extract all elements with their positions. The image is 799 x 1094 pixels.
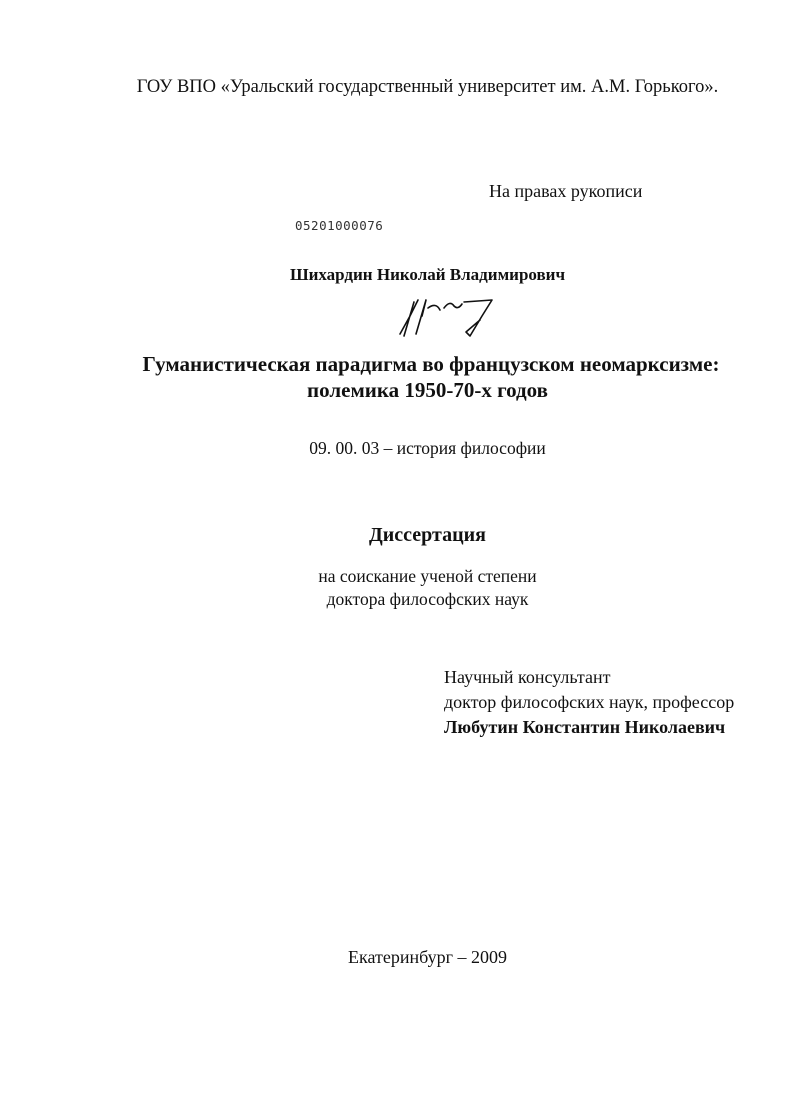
specialty: 09. 00. 03 – история философии (309, 438, 546, 458)
document-type: Диссертация (369, 524, 486, 546)
degree-line-1: на соискание ученой степени (318, 566, 537, 586)
rights-notice: На правах рукописи (489, 181, 643, 201)
dissertation-title-line-1: Гуманистическая парадигма во французском неомарксизме: (142, 352, 720, 376)
degree-line-2: доктора философских наук (326, 589, 529, 609)
author-signature (392, 296, 502, 341)
place-and-year: Екатеринбург – 2009 (348, 947, 507, 967)
consultant-role: Научный консультант (444, 667, 611, 687)
institution-header: ГОУ ВПО «Уральский государственный университет им. А.М. Горького». (136, 77, 719, 97)
consultant-credentials: доктор философских наук, профессор (444, 692, 735, 712)
consultant-name: Любутин Константин Николаевич (444, 717, 726, 737)
author-name: Шихардин Николай Владимирович (289, 265, 566, 284)
dissertation-title-line-2: полемика 1950-70-х годов (307, 378, 548, 402)
registration-code: 05201000076 (295, 218, 384, 233)
